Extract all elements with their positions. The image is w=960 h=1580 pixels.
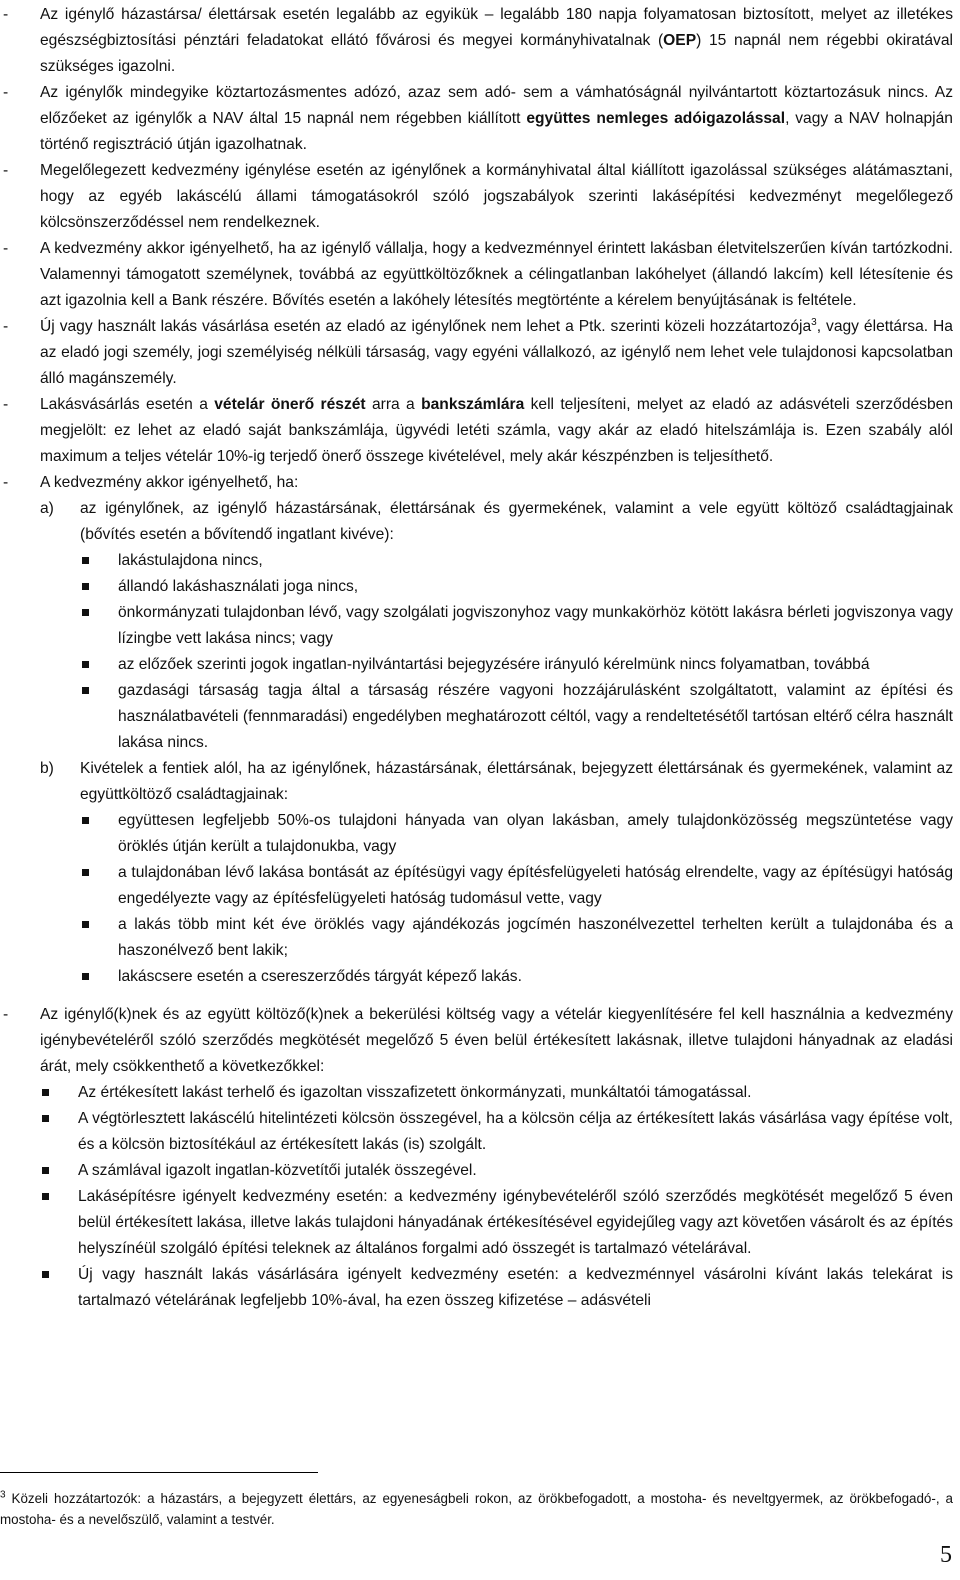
square-bullet-icon <box>82 921 89 928</box>
sub-item-label: a) <box>40 500 54 517</box>
square-bullet-icon <box>82 557 89 564</box>
bullet-item: Lakásépítésre igényelt kedvezmény esetén: a kedvezmény igénybevételéről szóló szerződés megkötését megelőző 5 éven belül értékesített lakása, illetve lakás tulajdoni hányadának értékesítésével egyidejűleg vagy azt követően vásárolt és az építés helyszínéül szolgáló építési teleknek az általános forgalmi adó összegét is tartalmazó vételárával. <box>40 1184 953 1262</box>
square-bullet-icon <box>82 973 89 980</box>
square-bullet-icon <box>82 583 89 590</box>
bullet-item: az előzőek szerinti jogok ingatlan-nyilvántartási bejegyzésére irányuló kérelmünk nincs folyamatban, továbbá <box>80 652 953 678</box>
footnote <box>0 1488 953 1530</box>
dash-marker: - <box>3 474 9 491</box>
sub-item-label: b) <box>40 760 54 777</box>
dash-marker: - <box>3 1006 9 1023</box>
list-item: - Az igénylő(k)nek és az együtt költöző(k)nek a bekerülési költség vagy a vételár kiegyenlítésére fel kell használnia a kedvezmény igénybevételéről szóló szerződés megkötését megelőző 5 éven belül értékesített lakásnak, illetve tulajdoni hányadnak az eladási árát, mely csökkenthető a következőkkel: Az értékesített lakást terhelő és igazoltan visszafizetett önkormányzati, munkáltatói támogatással. A végtörlesztett lakáscélú hitelintézeti kölcsön összegével, ha a kölcsön célja az értékesített lakás vásárlása vagy építése volt, és a kölcsön biztosítékául az értékesített lakás (is) szolgált. A számlával igazolt ingatlan-közvetítői jutalék összegével. Lakásépítésre igényelt kedvezmény esetén: a kedvezmény igénybevételéről szóló szerződés megkötését megelőző 5 éven belül értékesített lakása, illetve lakás tulajdoni hányadának értékesítésével egyidejűleg vagy azt követően vásárolt és az építés helyszínéül szolgáló építési teleknek az általános forgalmi adó összegét is tartalmazó vételárával. Új vagy használt lakás vásárlására igényelt kedvezmény esetén: a kedvezménnyel vásárolni kívánt lakás telekárat is tartalmazó vételárának legfeljebb 10%-ával, ha ezen összeg kifizetése – adásvételi <box>0 1002 953 1314</box>
bullet-item: lakáscsere esetén a csereszerződés tárgyát képező lakás. <box>80 964 953 990</box>
page-number: 5 <box>940 1542 952 1568</box>
bullet-item: lakástulajdona nincs, <box>80 548 953 574</box>
bullet-item: a lakás több mint két éve öröklés vagy ajándékozás jogcímén haszonélvezettel terhelten került a tulajdonába és a haszonélvező bent lakik; <box>80 912 953 964</box>
square-bullet-icon <box>42 1115 49 1122</box>
sub-item-b: b) Kivételek a fentiek alól, ha az igénylőnek, házastársának, élettársának, bejegyzett élettársának és gyermekének, valamint az együttköltöző családtagjainak: együttesen legfeljebb 50%-os tulajdoni hányada van olyan lakásban, amely tulajdonközösség megszüntetése vagy öröklés útján került a tulajdonukba, vagy a tulajdonában lévő lakása bontását az építésügyi vagy építésfelügyeleti hatóság elrendelte, vagy az építésügyi hatóság engedélyezte vagy az építésfelügyeleti hatóság tudomásul vette, vagy a lakás több mint két éve öröklés vagy ajándékozás jogcímén haszonélvezettel terhelten került a tulajdonába és a haszonélvező bent lakik; lakáscsere esetén a csereszerződés tárgyát képező lakás. <box>40 756 953 990</box>
list-item: - Lakásvásárlás esetén a vételár önerő részét arra a bankszámlára kell teljesíteni, melyet az eladó az adásvételi szerződésben megjelölt: ez lehet az eladó saját bankszámlája, ügyvédi letéti számla, vagy akár az eladó hitelszámlája is. Ezen szabály alól maximum a teljes vételár 10%-ig terjedő önerő összege kivételével, mely akár készpénzben is teljesíthető. <box>0 392 953 470</box>
bullet-item: Az értékesített lakást terhelő és igazoltan visszafizetett önkormányzati, munkáltatói támogatással. <box>40 1080 953 1106</box>
bullet-item: Új vagy használt lakás vásárlására igényelt kedvezmény esetén: a kedvezménnyel vásárolni kívánt lakás telekárat is tartalmazó vételárának legfeljebb 10%-ával, ha ezen összeg kifizetése – adásvételi <box>40 1262 953 1314</box>
list-item: - Az igénylő házastársa/ élettársak esetén legalább az egyikük – legalább 180 napja folyamatosan biztosított, melyet az illetékes egészségbiztosítási pénztári feladatokat ellátó fővárosi és megyei kormányhivatalnak (OEP) 15 napnál nem régebbi okiratával szükséges igazolni. <box>0 2 953 80</box>
footnote-separator <box>0 1472 318 1473</box>
footnote-reference: 3 <box>811 316 817 328</box>
square-bullet-icon <box>82 817 89 824</box>
dash-marker: - <box>3 6 9 23</box>
list-item: - A kedvezmény akkor igényelhető, ha az igénylő vállalja, hogy a kedvezménnyel érintett lakásban életvitelszerűen kíván tartózkodni. Valamennyi támogatott személynek, továbbá az együttköltözőknek a célingatlanban lakóhelyet (állandó lakcím) kell létesítenie és azt igazolnia kell a Bank részére. Bővítés esetén a lakóhely létesítés megtörténte a kérelem benyújtásának is feltétele. <box>0 236 953 314</box>
list-item: - A kedvezmény akkor igényelhető, ha: a) az igénylőnek, az igénylő házastársának, élettársának és gyermekének, valamint a vele együtt költöző családtagjainak (bővítés esetén a bővítendő ingatlant kivéve): lakástulajdona nincs, állandó lakáshasználati joga nincs, önkormányzati tulajdonban lévő, vagy szolgálati jogviszonyhoz vagy munkakörhöz kötött lakásra bérleti jogviszonya vagy lízingbe vett lakása nincs; vagy az előzőek szerinti jogok ingatlan-nyilvántartási bejegyzésére irányuló kérelmünk nincs folyamatban, továbbá gazdasági társaság tagja által a társaság részére vagyoni hozzájárulásként szolgáltatott, valamint az építési és használatbavételi (fennmaradási) engedélyben meghatározott céltól, vagy a rendeltetésétől tartósan eltérő célra használt lakása nincs. b) Kivételek a fentiek alól, ha az igénylőnek, házastársának, élettársának, bejegyzett élettársának és gyermekének, valamint az együttköltöző családtagjainak: együttesen legfeljebb 50%-os tulajdoni hányada van olyan lakásban, amely tulajdonközösség megszüntetése vagy öröklés útján került a tulajdonukba, vagy a tulajdonában lévő lakása bontását az építésügyi vagy építésfelügyeleti hatóság elrendelte, vagy az építésügyi hatóság engedélyezte vagy az építésfelügyeleti hatóság tudomásul vette, vagy a lakás több mint két éve öröklés vagy ajándékozás jogcímén haszonélvezettel terhelten került a tulajdonába és a haszonélvező bent lakik; lakáscsere esetén a csereszerződés tárgyát képező lakás. <box>0 470 953 990</box>
bullet-item: A végtörlesztett lakáscélú hitelintézeti kölcsön összegével, ha a kölcsön célja az értékesített lakás vásárlása vagy építése volt, és a kölcsön biztosítékául az értékesített lakás (is) szolgált. <box>40 1106 953 1158</box>
bullet-item: a tulajdonában lévő lakása bontását az építésügyi vagy építésfelügyeleti hatóság elrendelte, vagy az építésügyi hatóság engedélyezte vagy az építésfelügyeleti hatóság tudomásul vette, vagy <box>80 860 953 912</box>
dash-marker: - <box>3 84 9 101</box>
square-bullet-icon <box>82 869 89 876</box>
square-bullet-icon <box>42 1271 49 1278</box>
sub-item-a: a) az igénylőnek, az igénylő házastársának, élettársának és gyermekének, valamint a vele együtt költöző családtagjainak (bővítés esetén a bővítendő ingatlant kivéve): lakástulajdona nincs, állandó lakáshasználati joga nincs, önkormányzati tulajdonban lévő, vagy szolgálati jogviszonyhoz vagy munkakörhöz kötött lakásra bérleti jogviszonya vagy lízingbe vett lakása nincs; vagy az előzőek szerinti jogok ingatlan-nyilvántartási bejegyzésére irányuló kérelmünk nincs folyamatban, továbbá gazdasági társaság tagja által a társaság részére vagyoni hozzájárulásként szolgáltatott, valamint az építési és használatbavételi (fennmaradási) engedélyben meghatározott céltól, vagy a rendeltetésétől tartósan eltérő célra használt lakása nincs. <box>40 496 953 756</box>
list-item: - Az igénylők mindegyike köztartozásmentes adózó, azaz sem adó- sem a vámhatóságnál nyilvántartott köztartozásuk nincs. Az előzőeket az igénylők a NAV által 15 napnál nem régebben kiállított együttes nemleges adóigazolással, vagy a NAV holnapján történő regisztráció útján igazolhatnak. <box>0 80 953 158</box>
dash-marker: - <box>3 162 9 179</box>
bullet-item: A számlával igazolt ingatlan-közvetítői jutalék összegével. <box>40 1158 953 1184</box>
document-body <box>0 2 953 1314</box>
footnote-text: Közeli hozzátartozók: a házastárs, a bejegyzett élettárs, az egyeneságbeli rokon, az örökbefogadott, a mostoha- és neveltgyermek, az örökbefogadó-, a mostoha- és a nevelőszülő, valamint a testvér. <box>0 1491 953 1527</box>
square-bullet-icon <box>82 687 89 694</box>
square-bullet-icon <box>42 1167 49 1174</box>
footnote-mark: 3 <box>0 1489 6 1501</box>
square-bullet-icon <box>82 661 89 668</box>
dash-marker: - <box>3 318 9 335</box>
square-bullet-icon <box>82 609 89 616</box>
dash-marker: - <box>3 396 9 413</box>
bullet-item: önkormányzati tulajdonban lévő, vagy szolgálati jogviszonyhoz vagy munkakörhöz kötött lakásra bérleti jogviszonya vagy lízingbe vett lakása nincs; vagy <box>80 600 953 652</box>
square-bullet-icon <box>42 1193 49 1200</box>
dash-marker: - <box>3 240 9 257</box>
bullet-item: gazdasági társaság tagja által a társaság részére vagyoni hozzájárulásként szolgáltatott, valamint az építési és használatbavételi (fennmaradási) engedélyben meghatározott céltól, vagy a rendeltetésétől tartósan eltérő célra használt lakása nincs. <box>80 678 953 756</box>
bullet-item: állandó lakáshasználati joga nincs, <box>80 574 953 600</box>
square-bullet-icon <box>42 1089 49 1096</box>
list-item: - Megelőlegezett kedvezmény igénylése esetén az igénylőnek a kormányhivatal által kiállított igazolással szükséges alátámasztani, hogy az egyéb lakáscélú állami támogatásokról szóló jogszabályok szerinti lakásépítési kedvezményt megelőlegező kölcsönszerződéssel nem rendelkeznek. <box>0 158 953 236</box>
bullet-item: együttesen legfeljebb 50%-os tulajdoni hányada van olyan lakásban, amely tulajdonközösség megszüntetése vagy öröklés útján került a tulajdonukba, vagy <box>80 808 953 860</box>
list-item: - Új vagy használt lakás vásárlása esetén az eladó az igénylőnek nem lehet a Ptk. szerinti közeli hozzátartozója$^3$, vagy élettársa. Ha az eladó jogi személy, jogi személyiség nélküli társaság, vagy egyéni vállalkozó, az igénylő nem lehet vele tulajdonosi kapcsolatban álló magánszemély. <box>0 314 953 392</box>
